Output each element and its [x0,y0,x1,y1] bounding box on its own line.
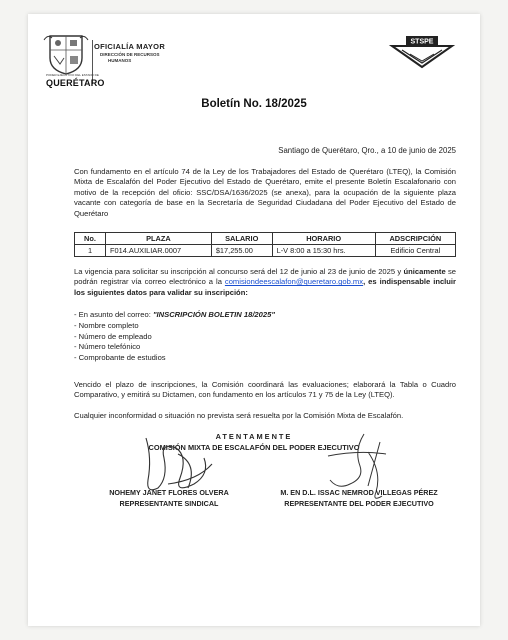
vigencia-paragraph [74,267,456,298]
list-item: - Número telefónico [74,342,141,352]
intro-paragraph: Con fundamento en el artículo 74 de la Ley de los Trabajadores del Estado de Querétaro (LTEQ), la Comisión Mixta de Escalafón del Poder Ejecutivo del Estado de Querétaro, emite el presente Boletín Escalafonario con motivo de la recepción del oficio: SSC/DSA/1636/2025 (se anexa), para la ocupación de la siguiente plaza vacante con categoría de base en la Secretaría de Seguridad Ciudadana del Poder Ejecutivo del Estado de Querétaro [74,167,456,218]
state-top-label: PODER EJECUTIVO DEL ESTADO DE [46,73,99,77]
right-signatory-name: M. EN D.L. ISSAC NEMROD VILLEGAS PÉREZ [280,488,438,497]
right-signatory-role: REPRESENTANTE DEL PODER EJECUTIVO [284,499,434,508]
cell-salario: $17,255.00 [211,245,272,257]
cell-horario: L-V 8:00 a 15:30 hrs. [272,245,375,257]
col-header-salario: SALARIO [211,233,272,245]
list-item: - Número de empleado [74,331,152,341]
cell-adscripcion: Edificio Central [375,245,455,257]
vigencia-text-a: La vigencia para solicitar su inscripción al concurso será del 12 de junio al 23 de junio de 2025 y [74,267,404,276]
asunto-label: - En asunto del correo: [74,310,153,319]
asunto-value: "INSCRIPCIÓN BOLETIN 18/2025" [152,310,275,319]
col-header-adscripcion: ADSCRIPCIÓN [375,233,455,245]
org-title: OFICIALÍA MAYOR [94,42,166,51]
requirements-list [74,310,275,364]
vigencia-emphasis: únicamente [403,267,446,276]
col-header-no: No. [75,233,106,245]
asunto-line [74,310,275,321]
col-header-plaza: PLAZA [106,233,212,245]
inconformity-paragraph: Cualquier inconformidad o situación no prevista será resuelta por la Comisión Mixta de Escalafón. [74,411,404,420]
state-coat-of-arms-icon [42,30,90,78]
org-subtitle-2: HUMANOS [108,58,132,63]
left-signatory-role: REPRESENTANTE SINDICAL [119,499,219,508]
atentamente-label: ATENTAMENTE [215,432,293,441]
cell-plaza: F014.AUXILIAR.0007 [106,245,212,257]
list-item: - Nombre completo [74,320,139,330]
union-logo-text: STSPE [410,38,434,46]
email-link[interactable]: comisiondeescalafon@queretaro.gob.mx [224,277,364,287]
vacancy-table [74,232,456,257]
table-row [75,245,456,257]
closing-paragraph: Vencido el plazo de inscripciones, la Comisión coordinará las evaluaciones; elaborará la Tabla o Cuadro Comparativo, y emitirá su Dictamen, con fundamento en los artículos 71 y 75 de la Ley (LTEQ). [74,380,456,400]
state-name: QUERÉTARO [46,78,105,88]
bulletin-title: Boletín No. 18/2025 [201,98,307,110]
col-header-horario: HORARIO [272,233,375,245]
cell-no: 1 [75,245,106,257]
union-logo-icon [388,34,456,70]
left-signatory-name: NOHEMY JANET FLORES OLVERA [109,488,229,497]
document-date: Santiago de Querétaro, Qro., a 10 de junio de 2025 [278,146,456,155]
vigencia-text-c: se podrán registrar vía correo electrónico a la [74,267,456,287]
commission-label: COMISIÓN MIXTA DE ESCALAFÓN DEL PODER EJECUTIVO [148,443,360,452]
org-subtitle-1: DIRECCIÓN DE RECURSOS [100,52,160,57]
vigencia-text-d: , es indispensable incluir los siguientes datos para validar su inscripción: [74,277,456,297]
list-item: - Comprobante de estudios [74,353,166,363]
table-header-row [75,233,456,245]
document-page [28,14,480,626]
